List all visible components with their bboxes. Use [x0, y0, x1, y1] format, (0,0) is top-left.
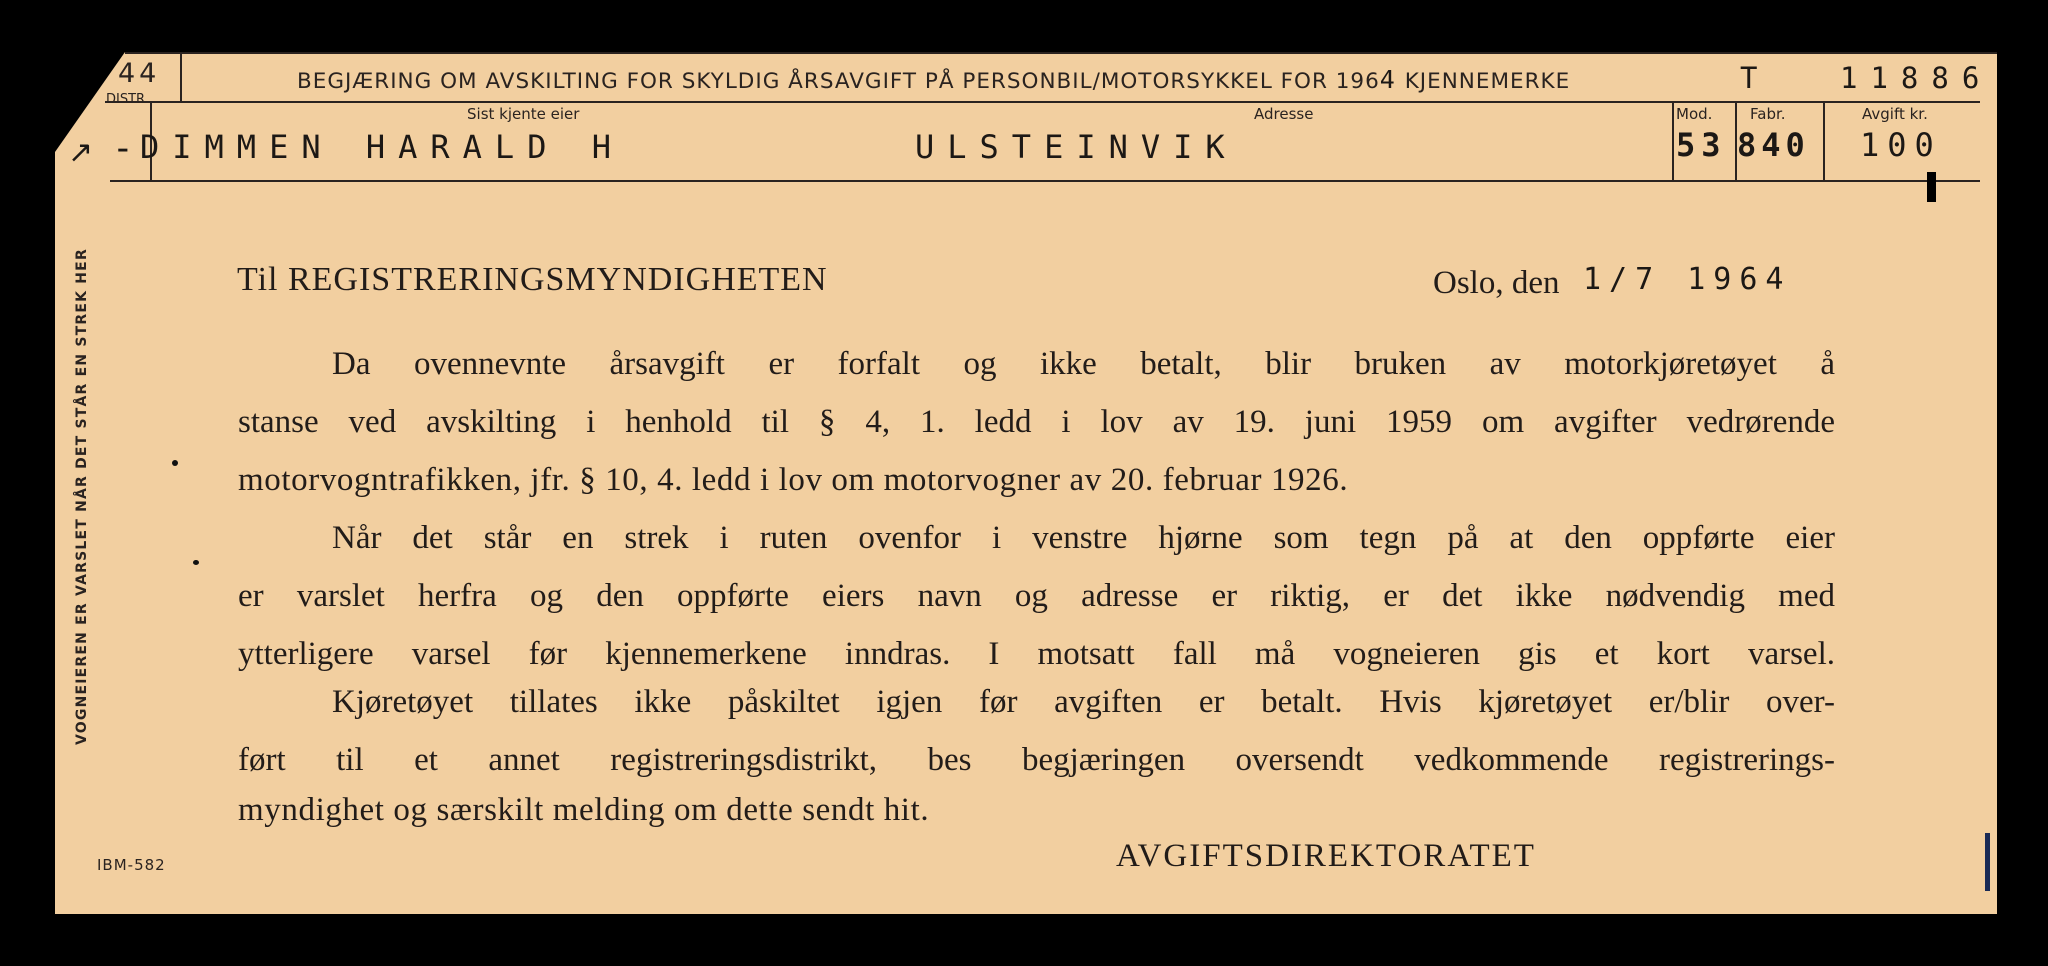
distr-label: DISTR. — [106, 92, 149, 107]
model-year: 53 — [1676, 126, 1727, 164]
side-note: VOGNEIEREN ER VARSLET NÅR DET STÅR EN STREK HER — [74, 248, 90, 745]
fee-label: Avgift kr. — [1862, 105, 1928, 123]
body-line-2: stanse ved avskilting i henhold til § 4, 1. ledd i lov av 19. juni 1959 om avgifter vedrørende — [238, 404, 1835, 440]
plate-letter: T — [1740, 61, 1767, 95]
warning-arrow-icon: ↗ — [68, 135, 94, 170]
addressee: Til REGISTRERINGSMYNDIGHETEN — [237, 261, 828, 298]
letter-date: 1/7 1964 — [1583, 262, 1792, 297]
punch-mark — [1927, 172, 1936, 202]
signature: AVGIFTSDIREKTORATET — [1116, 838, 1536, 874]
avgift-divider — [1823, 103, 1825, 181]
model-label: Mod. — [1676, 105, 1713, 123]
mod-divider — [1672, 103, 1674, 181]
edge-mark — [1985, 833, 1990, 891]
fee-amount: 100 — [1860, 126, 1942, 164]
title-text: BEGJÆRING OM AVSKILTING FOR SKYLDIG ÅRSAVGIFT PÅ PERSONBIL/MOTORSYKKEL FOR 196 — [297, 69, 1380, 94]
speck — [193, 560, 199, 565]
header-top-rule — [125, 52, 1997, 54]
address-label: Adresse — [1254, 105, 1314, 123]
warning-mark: - — [112, 128, 134, 169]
body-line-8: ført til et annet registreringsdistrikt, bes begjæringen oversendt vedkommende registrerings- — [238, 742, 1835, 778]
body-line-3: motorvogntrafikken, jfr. § 10, 4. ledd i lov om motorvogner av 20. februar 1926. — [238, 462, 1349, 498]
year-digit: 4 — [1379, 65, 1397, 94]
form-title — [297, 65, 1570, 94]
make-code: 840 — [1737, 126, 1810, 164]
body-line-5: er varslet herfra og den oppførte eiers navn og adresse er riktig, er det ikke nødvendig med — [238, 578, 1835, 614]
body-line-4: Når det står en strek i ruten ovenfor i venstre hjørne som tegn på at den oppførte eier — [332, 520, 1835, 556]
body-line-9: myndighet og særskilt melding om dette sendt hit. — [238, 792, 930, 828]
form-code: IBM-582 — [97, 856, 166, 874]
header-divider — [180, 52, 182, 102]
speck — [172, 460, 178, 466]
distr-number: 44 — [118, 58, 161, 89]
make-label: Fabr. — [1750, 105, 1786, 123]
owner-name: DIMMEN HARALD H — [140, 128, 624, 166]
place: Oslo, den — [1433, 265, 1560, 301]
body-line-1: Da ovennevnte årsavgift er forfalt og ikke betalt, blir bruken av motorkjøretøyet å — [332, 346, 1835, 382]
header-bottom-rule — [105, 101, 1980, 103]
record-bottom-rule — [110, 180, 1980, 182]
plate-number: 11886 — [1840, 61, 1993, 95]
owner-address: ULSTEINVIK — [915, 128, 1238, 166]
body-line-7: Kjøretøyet tillates ikke påskiltet igjen før avgiften er betalt. Hvis kjøretøyet er/blir over- — [332, 684, 1835, 720]
kjennemerke-label: KJENNEMERKE — [1404, 69, 1571, 94]
body-line-6: ytterligere varsel før kjennemerkene inndras. I motsatt fall må vogneieren gis et kort varsel. — [238, 636, 1835, 672]
owner-label: Sist kjente eier — [467, 105, 580, 123]
